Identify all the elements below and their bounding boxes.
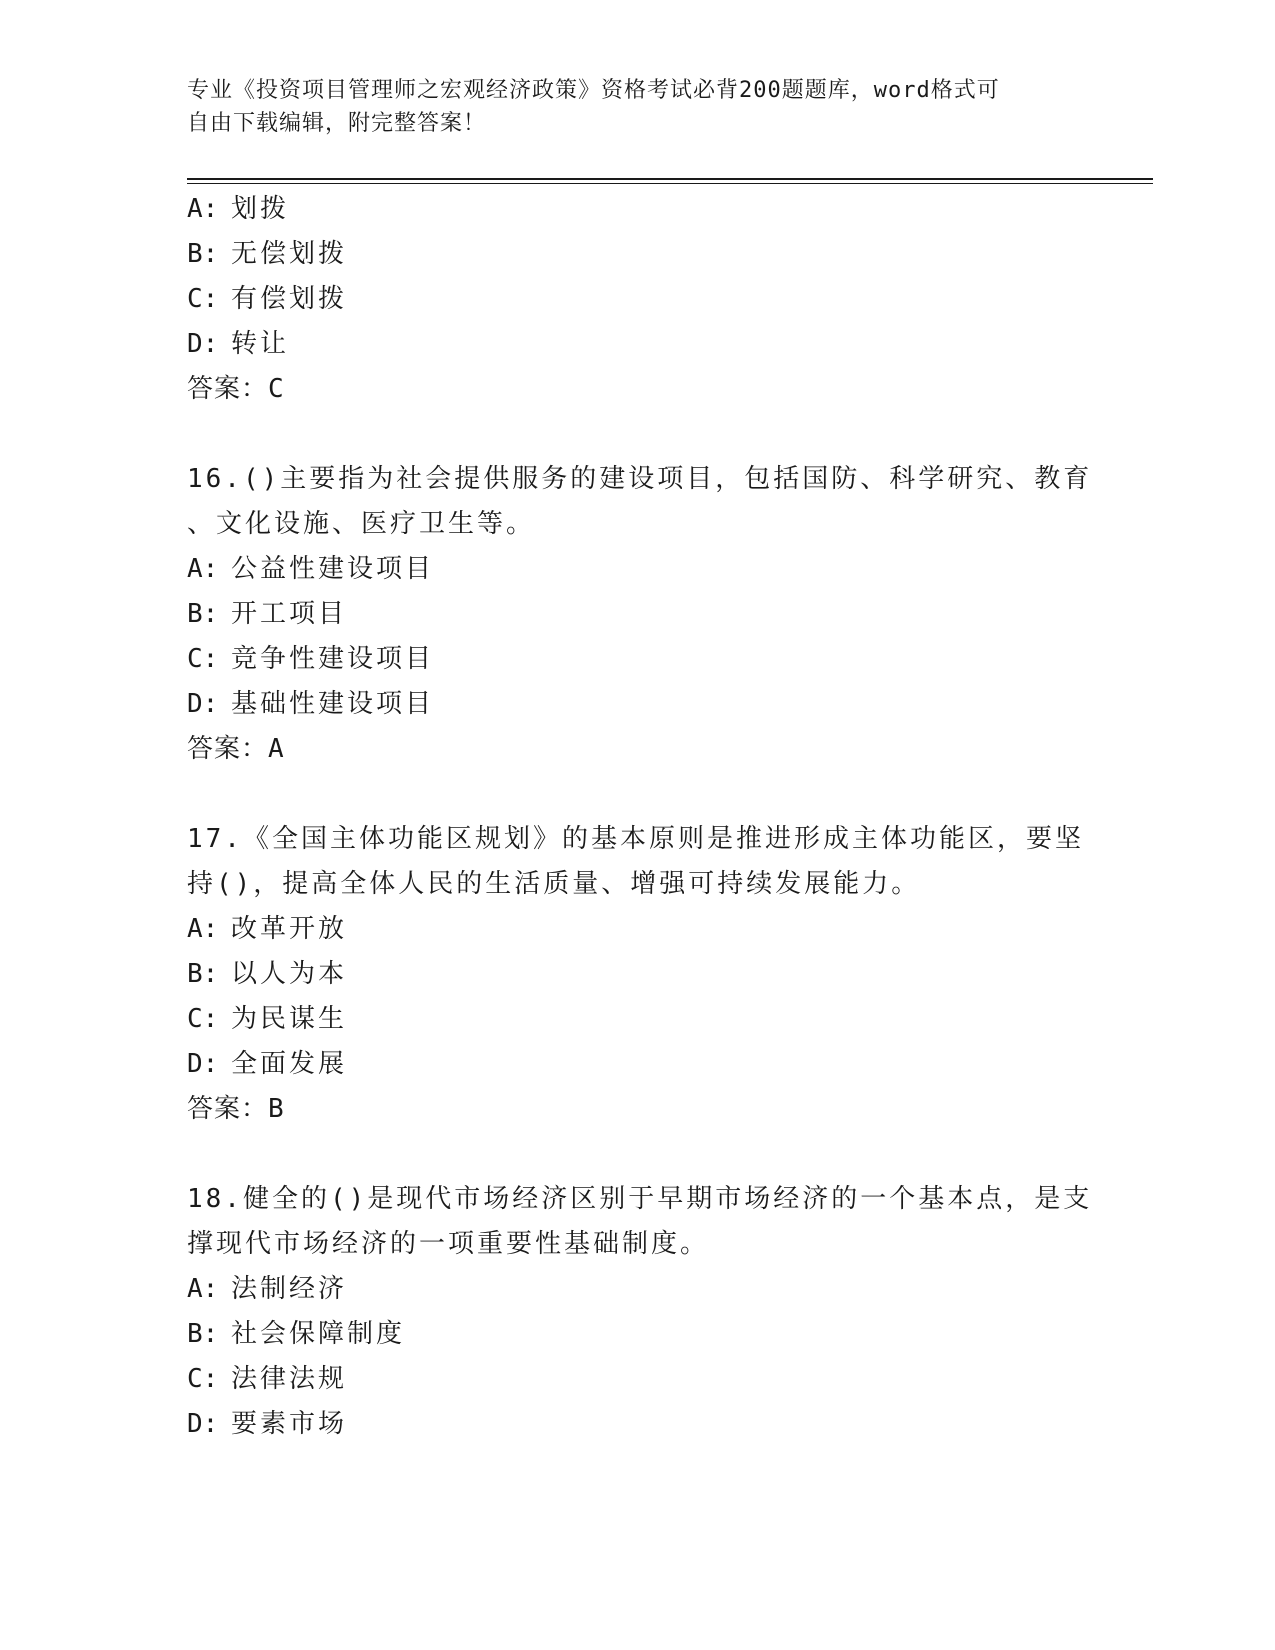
header-line-2: 自由下载编辑，附完整答案！ [187, 111, 487, 136]
option-label: D: [187, 1409, 219, 1439]
option-text: 转让 [231, 329, 290, 359]
q17-answer: 答案：B [187, 1094, 285, 1124]
option-label: D: [187, 1049, 219, 1079]
option-label: C: [187, 1004, 219, 1034]
q16-stem-line-1: 16.()主要指为社会提供服务的建设项目，包括国防、科学研究、教育 [187, 464, 1093, 494]
option-label: B: [187, 1319, 219, 1349]
q15-answer: 答案：C [187, 374, 285, 404]
option-label: C: [187, 284, 219, 314]
q16-option-d [187, 689, 434, 719]
option-text: 无偿划拨 [231, 239, 348, 269]
q15-option-a [187, 194, 289, 224]
option-text: 有偿划拨 [231, 284, 348, 314]
q16-option-a [187, 554, 434, 584]
option-label: D: [187, 689, 219, 719]
q18-option-a [187, 1274, 347, 1304]
q16-option-c [187, 644, 434, 674]
q17-option-a [187, 914, 347, 944]
option-text: 改革开放 [231, 914, 348, 944]
q18-option-c [187, 1364, 347, 1394]
option-text: 为民谋生 [231, 1004, 348, 1034]
option-text: 全面发展 [231, 1049, 348, 1079]
q15-option-b [187, 239, 347, 269]
q15-option-c [187, 284, 347, 314]
q17-stem-line-1: 17.《全国主体功能区规划》的基本原则是推进形成主体功能区，要坚 [187, 824, 1084, 854]
q17-option-d [187, 1049, 347, 1079]
option-text: 社会保障制度 [231, 1319, 406, 1349]
option-label: A: [187, 914, 219, 944]
option-label: C: [187, 1364, 219, 1394]
q17-stem-line-2: 持()，提高全体人民的生活质量、增强可持续发展能力。 [187, 869, 921, 899]
option-text: 法制经济 [231, 1274, 348, 1304]
q17-option-c [187, 1004, 347, 1034]
q16-stem-line-2: 、文化设施、医疗卫生等。 [187, 509, 536, 539]
option-text: 法律法规 [231, 1364, 348, 1394]
option-label: C: [187, 644, 219, 674]
option-text: 以人为本 [231, 959, 348, 989]
option-text: 划拨 [231, 194, 290, 224]
q16-answer: 答案：A [187, 734, 285, 764]
option-label: D: [187, 329, 219, 359]
q18-stem-line-2: 撑现代市场经济的一项重要性基础制度。 [187, 1229, 710, 1259]
option-text: 公益性建设项目 [231, 554, 435, 584]
header-divider [187, 178, 1153, 184]
option-text: 要素市场 [231, 1409, 348, 1439]
q15-option-d [187, 329, 289, 359]
q17-option-b [187, 959, 347, 989]
option-label: B: [187, 599, 219, 629]
q18-stem-line-1: 18.健全的()是现代市场经济区别于早期市场经济的一个基本点，是支 [187, 1184, 1093, 1214]
option-text: 竞争性建设项目 [231, 644, 435, 674]
option-label: A: [187, 1274, 219, 1304]
option-label: A: [187, 554, 219, 584]
option-label: A: [187, 194, 219, 224]
option-text: 开工项目 [231, 599, 348, 629]
q18-option-b [187, 1319, 405, 1349]
option-label: B: [187, 239, 219, 269]
q16-option-b [187, 599, 347, 629]
q18-option-d [187, 1409, 347, 1439]
header-line-1: 专业《投资项目管理师之宏观经济政策》资格考试必背200题题库，word格式可 [187, 78, 1000, 103]
document-header [187, 74, 1087, 140]
option-text: 基础性建设项目 [231, 689, 435, 719]
option-label: B: [187, 959, 219, 989]
